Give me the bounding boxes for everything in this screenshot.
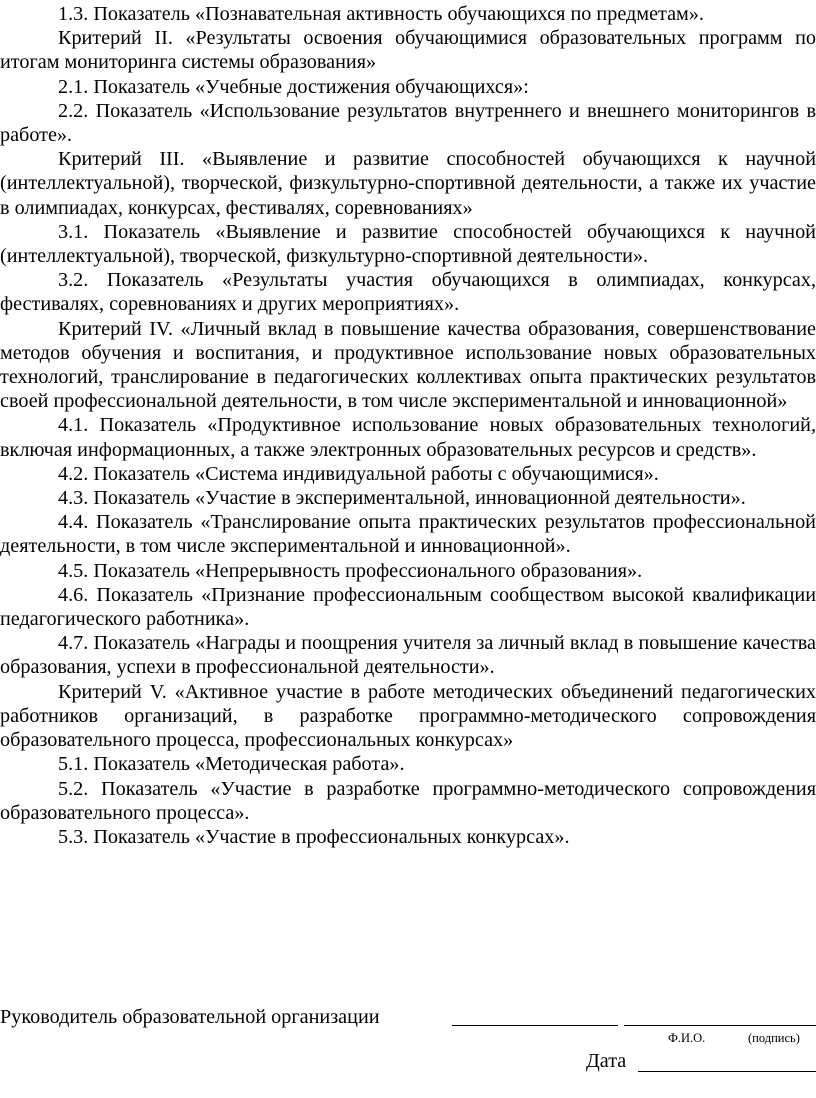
paragraph-indicator-2-2: 2.2. Показатель «Использование результатов внутреннего и внешнего мониторингов в работе». <box>0 99 816 147</box>
paragraph-indicator-4-4: 4.4. Показатель «Транслирование опыта практических результатов профессиональной деятельности, в том числе экспериментальной и инновационной». <box>0 511 816 558</box>
signature-line <box>624 1025 816 1026</box>
paragraph-criterion-3: Критерий III. «Выявление и развитие способностей обучающихся к научной (интеллектуальной), творческой, физкультурно-спортивной деятельности, а также их участие в олимпиадах, конкурсах, фестивалях, соревнованиях» <box>0 148 816 219</box>
date-line <box>638 1071 816 1072</box>
paragraph-indicator-5-2: 5.2. Показатель «Участие в разработке программно-методического сопровождения образовательного процесса». <box>0 777 816 824</box>
signature-block <box>0 1005 816 1098</box>
document-body <box>0 2 816 849</box>
signature-caption: (подпись) <box>748 1031 800 1045</box>
paragraph-indicator-4-1: 4.1. Показатель «Продуктивное использование новых образовательных технологий, включая информационных, а также электронных образовательных ресурсов и средств». <box>0 414 816 461</box>
paragraph-indicator-5-1: 5.1. Показатель «Методическая работа». <box>58 753 405 776</box>
paragraph-indicator-5-3: 5.3. Показатель «Участие в профессиональных конкурсах». <box>58 825 570 848</box>
paragraph-criterion-2: Критерий II. «Результаты освоения обучающимися образовательных программ по итогам мониторинга системы образования» <box>0 27 816 74</box>
paragraph-criterion-5: Критерий V. «Активное участие в работе методических объединений педагогических работников организаций, в разработке программно-методического сопровождения образовательного процесса, профессиональных конкурсах» <box>0 680 816 752</box>
paragraph-indicator-2-1: 2.1. Показатель «Учебные достижения обучающихся»: <box>58 75 529 98</box>
paragraph-indicator-4-2: 4.2. Показатель «Система индивидуальной работы с обучающимися». <box>58 462 659 485</box>
paragraph-indicator-4-3: 4.3. Показатель «Участие в экспериментальной, инновационной деятельности». <box>58 487 746 510</box>
paragraph-indicator-4-6: 4.6. Показатель «Признание профессиональным сообществом высокой квалификации педагогического работника». <box>0 583 816 631</box>
paragraph-criterion-4: Критерий IV. «Личный вклад в повышение качества образования, совершенствование методов обучения и воспитания, и продуктивное использование новых образовательных технологий, транслирование в педагогических коллективах опыта практических результатов своей профессиональной деятельности, в том числе экспериментальной и инновационной» <box>0 317 816 413</box>
date-label: Дата <box>586 1050 627 1072</box>
paragraph-indicator-4-5: 4.5. Показатель «Непрерывность профессионального образования». <box>58 559 643 582</box>
fio-caption: Ф.И.О. <box>668 1031 706 1045</box>
paragraph-indicator-1-3: 1.3. Показатель «Познавательная активность обучающихся по предметам». <box>58 3 704 25</box>
fio-signature-line <box>452 1025 618 1026</box>
paragraph-indicator-4-7: 4.7. Показатель «Награды и поощрения учителя за личный вклад в повышение качества образования, успехи в профессиональной деятельности». <box>0 632 816 679</box>
paragraph-indicator-3-1: 3.1. Показатель «Выявление и развитие способностей обучающихся к научной (интеллектуальной), творческой, физкультурно-спортивной деятельности». <box>0 220 816 268</box>
paragraph-indicator-3-2: 3.2. Показатель «Результаты участия обучающихся в олимпиадах, конкурсах, фестивалях, соревнованиях и других мероприятиях». <box>0 269 816 316</box>
signer-label: Руководитель образовательной организации <box>0 1006 380 1028</box>
